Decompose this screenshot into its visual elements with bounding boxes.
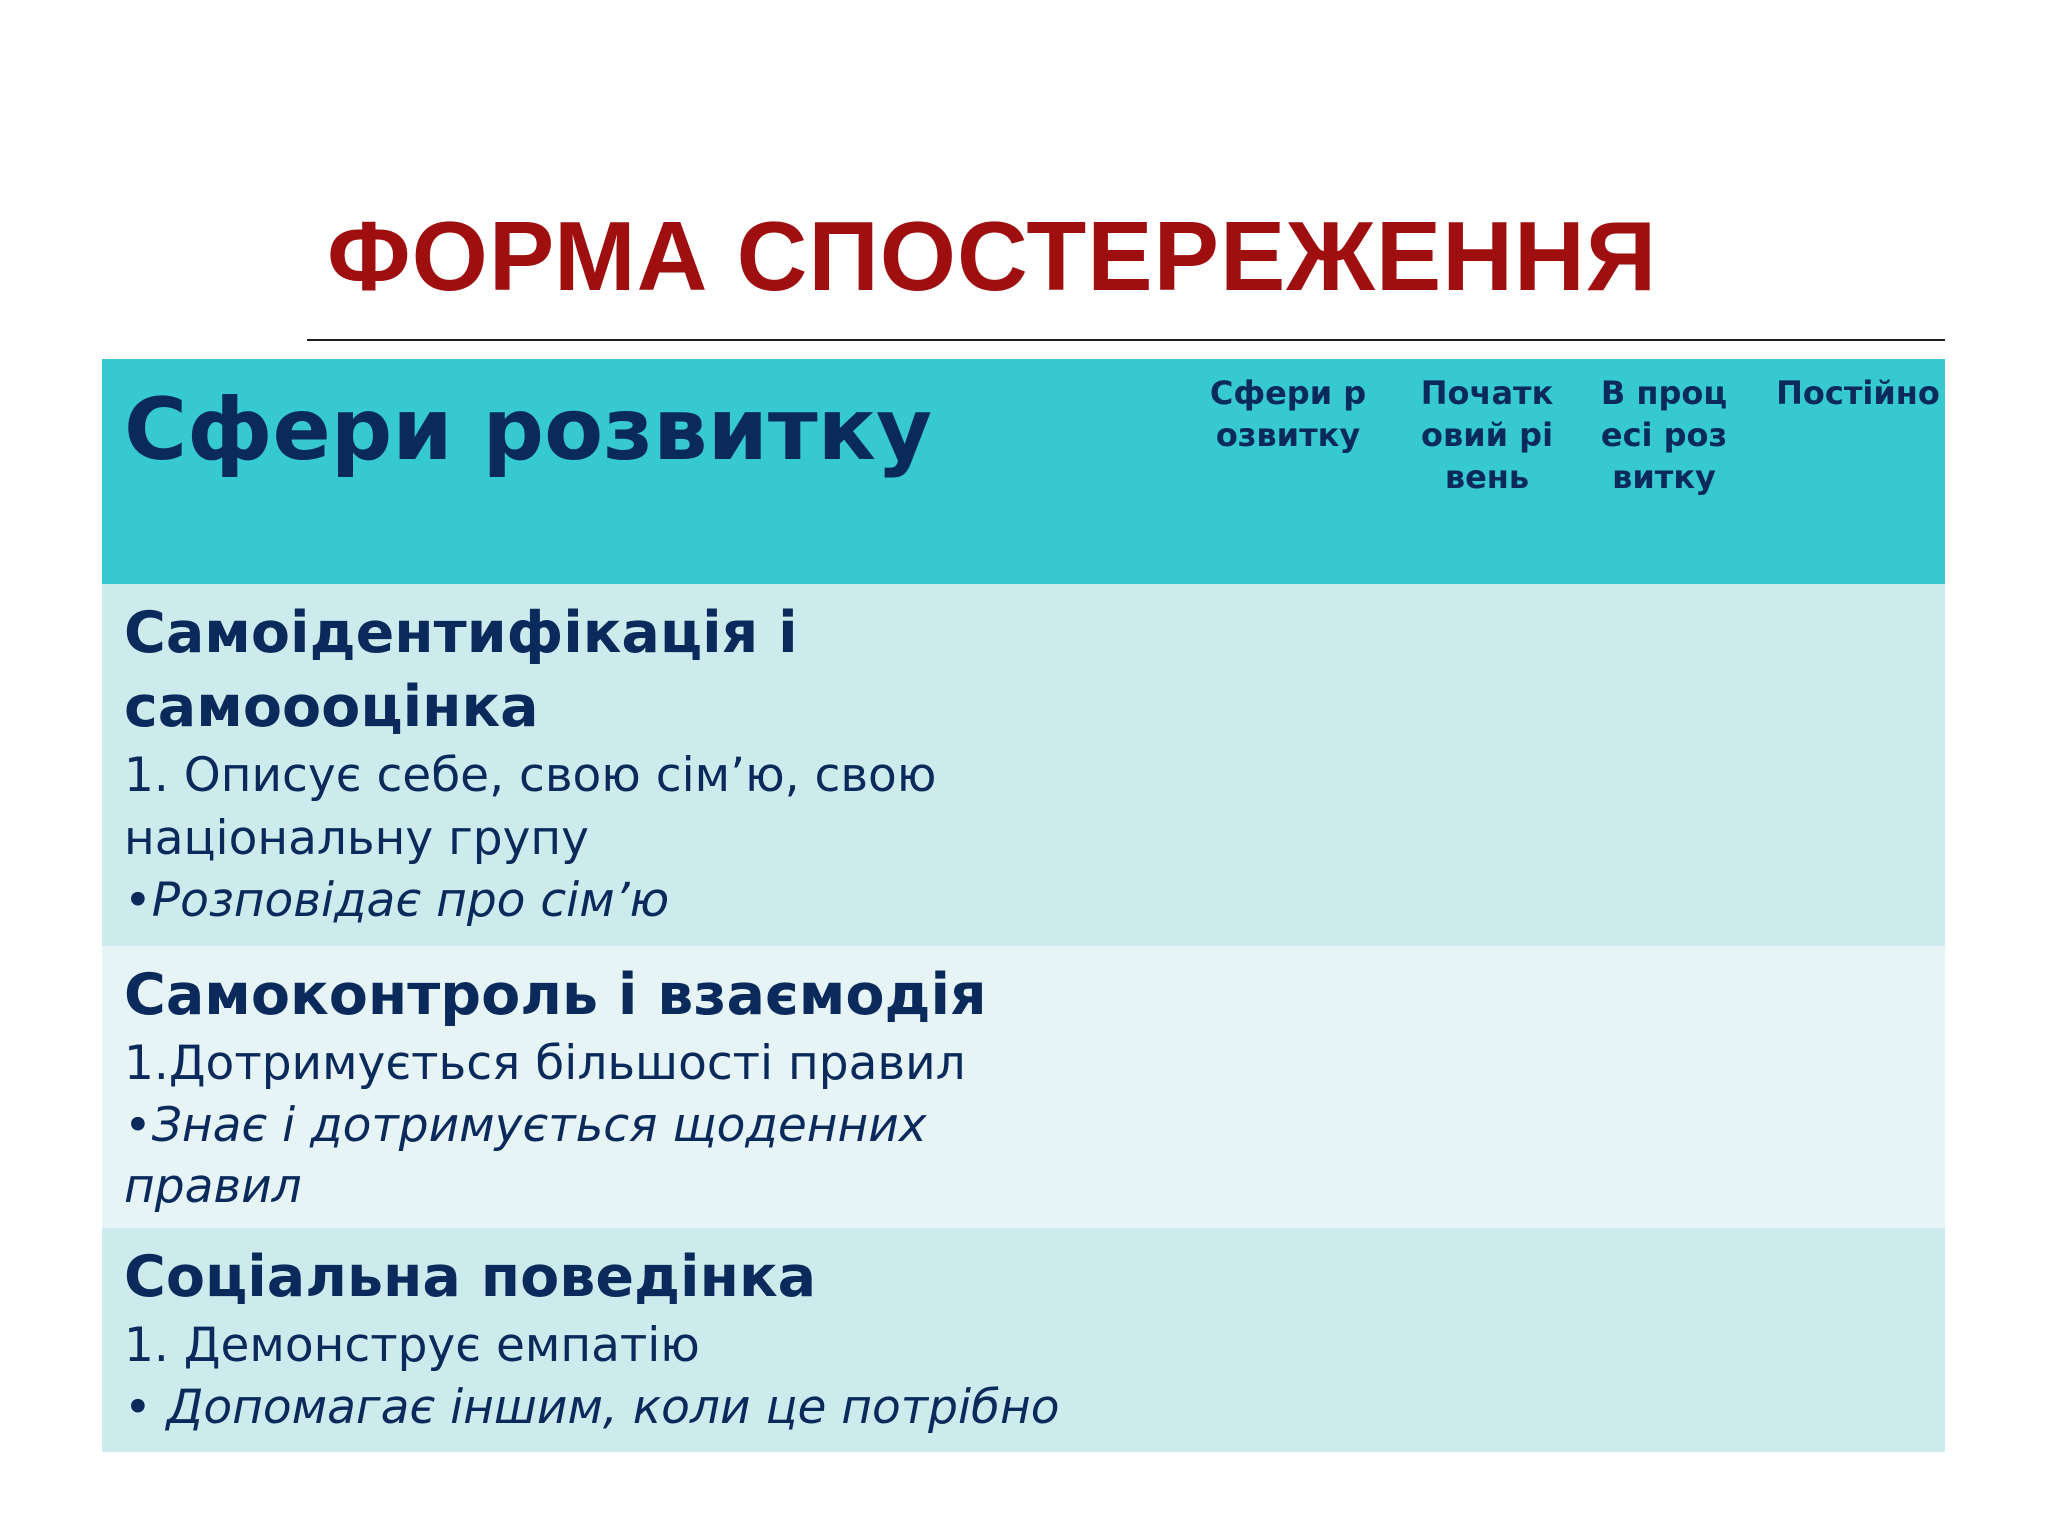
example-text: •Знає і дотримується щоденних правил bbox=[124, 1098, 927, 1214]
area-cell bbox=[124, 596, 1124, 931]
indicator-text: 1. Демонструє емпатію bbox=[124, 1318, 700, 1373]
table-row bbox=[102, 584, 1945, 946]
table-row bbox=[102, 946, 1945, 1228]
area-title: Самоконтроль і взаємодія bbox=[124, 962, 987, 1028]
table-header-row bbox=[102, 359, 1945, 584]
header-development-areas: Сфери розвитку bbox=[124, 380, 933, 480]
area-cell bbox=[124, 1240, 1274, 1438]
header-col-development-areas: Сфери розвитку bbox=[1209, 374, 1367, 454]
header-col-consistently: Постійно bbox=[1776, 374, 1940, 412]
example-text: •Розповідає про сім’ю bbox=[124, 873, 670, 928]
slide-title: ФОРМА СПОСТЕРЕЖЕННЯ bbox=[327, 201, 1658, 311]
table-row bbox=[102, 1228, 1945, 1452]
area-cell bbox=[124, 958, 1124, 1217]
observation-table bbox=[102, 359, 1945, 1452]
indicator-text: 1. Описує себе, свою сім’ю, свою національну групу bbox=[124, 748, 937, 866]
area-title: Самоідентифікація і самоооцінка bbox=[124, 600, 798, 740]
header-col-in-progress: В процесі розвитку bbox=[1600, 374, 1728, 496]
header-col-initial-level: Початковий рівень bbox=[1420, 374, 1554, 496]
title-divider bbox=[307, 339, 1945, 341]
example-text: • Допомагає іншим, коли це потрібно bbox=[124, 1380, 1060, 1435]
area-title: Соціальна поведінка bbox=[124, 1244, 817, 1310]
indicator-text: 1.Дотримується більшості правил bbox=[124, 1036, 966, 1091]
